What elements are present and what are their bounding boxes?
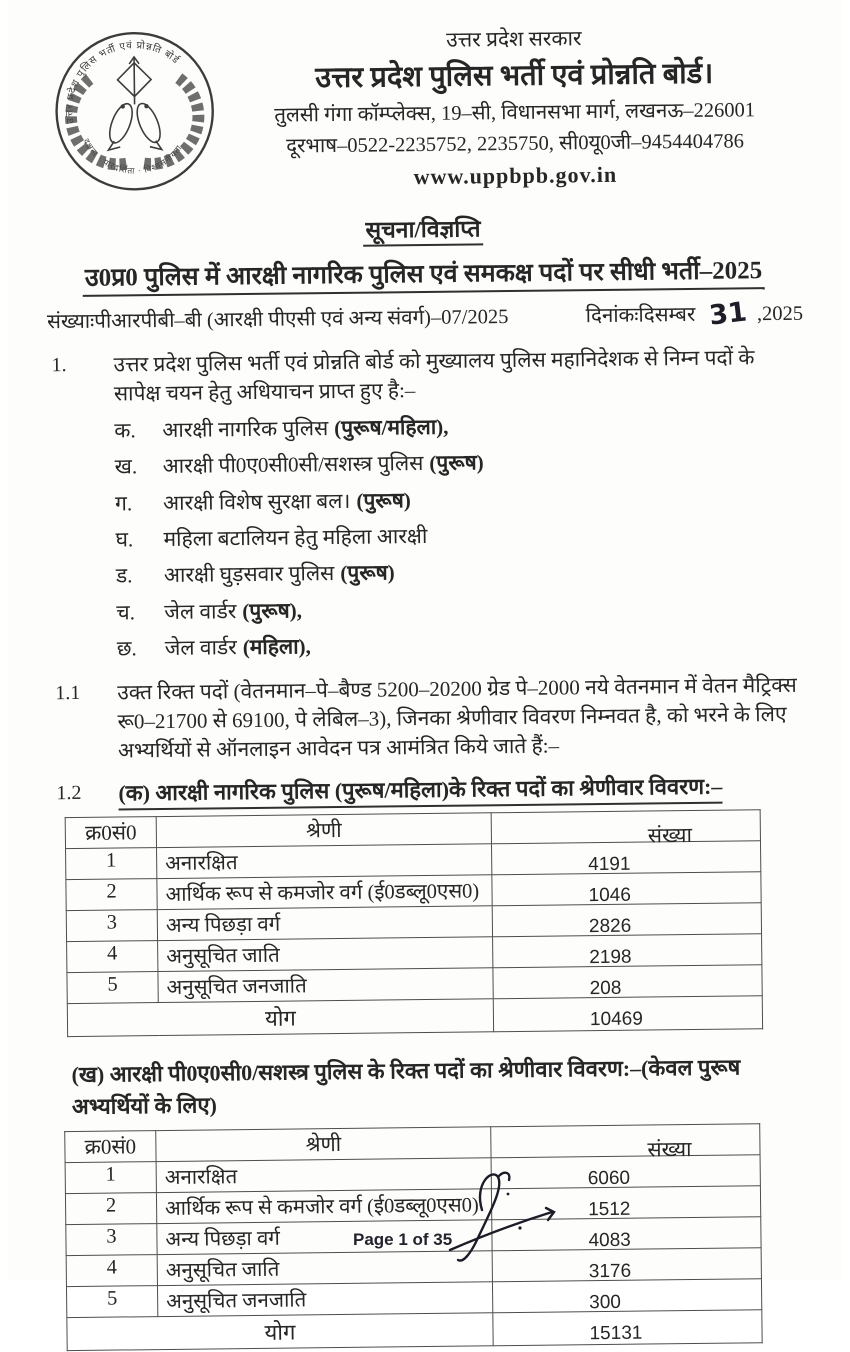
section-1-intro: उत्तर प्रदेश पुलिस भर्ती एवं प्रोन्नति बोर्ड को मुख्यालय पुलिस महानिदेशक से निम्न पदों के सापेक्ष चयन हेतु अधियाचन प्राप्त हुए है:–	[113, 345, 755, 406]
header-category: श्रेणी	[156, 1127, 491, 1162]
section-1-number: 1.	[51, 354, 67, 377]
board-phone: दूरभाष–0522-2235752, 2235750, सी0यू0जी–9454404786	[286, 130, 745, 158]
table-total-row: योग 10469	[67, 996, 762, 1037]
reference-line	[47, 296, 803, 336]
reference-number: संख्याःपीआरपीबी–बी (आरक्षी पीएसी एवं अन्य संवर्ग)–07/2025	[46, 306, 509, 334]
table-header-row	[65, 1124, 760, 1163]
table-row: 1 अनारक्षित 6060	[65, 1155, 760, 1194]
section-1-2	[56, 770, 806, 809]
signature-mark	[436, 1164, 566, 1272]
header-serial: क्र0सं0	[65, 1131, 156, 1163]
board-name: उत्तर प्रदेश पुलिस भर्ती एवं प्रोन्नति बोर्ड।	[315, 58, 714, 95]
table-row: 1 अनारक्षित 4191	[66, 841, 761, 880]
table-total-row: योग 15131	[67, 1310, 762, 1351]
notification-page	[8, 0, 842, 1346]
post-list	[114, 409, 805, 665]
page-number: Page 1 of 35	[353, 1230, 453, 1249]
header-count: संख्या	[647, 823, 693, 848]
list-item: घ. महिला बटालियन हेतु महिला आरक्षी	[115, 523, 428, 552]
table-a-heading: (क) आरक्षी नागरिक पुलिस (पुरूष/महिला)के रिक्त पदों का श्रेणीवार विवरण:–	[118, 773, 722, 810]
section-1	[51, 343, 805, 665]
board-seal-emblem	[50, 26, 220, 196]
table-row: 3 अन्य पिछड़ा वर्ग 4083	[66, 1217, 761, 1256]
list-item: क. आरक्षी नागरिक पुलिस (पुरूष/महिला),	[114, 414, 449, 443]
recruitment-title: उ0प्र0 पुलिस में आरक्षी नागरिक पुलिस एवं समकक्ष पदों पर सीधी भर्ती–2025	[6, 251, 840, 294]
date-block	[585, 296, 804, 332]
board-website: www.uppbpb.gov.in	[413, 162, 618, 190]
header-serial: क्र0सं0	[65, 817, 156, 849]
board-address: तुलसी गंगा कॉम्प्लेक्स, 19–सी, विधानसभा मार्ग, लखनऊ–226001	[274, 99, 756, 127]
seal-text-bottom: दक्षता · पारदर्शिता · विश्वसनीयता	[81, 137, 185, 176]
header-count: संख्या	[647, 1137, 692, 1162]
table-row: 2 आर्थिक रूप से कमजोर वर्ग (ई0डब्लू0एस0) 1046	[66, 872, 761, 911]
table-row: 3 अन्य पिछड़ा वर्ग 2826	[66, 903, 761, 942]
fish-pair-icon	[105, 100, 165, 150]
table-header-row	[65, 810, 760, 849]
letterhead	[3, 0, 839, 207]
handwritten-date-day: 31	[707, 296, 749, 332]
list-item: ड. आरक्षी घुड़सवार पुलिस (पुरूष)	[115, 560, 395, 588]
list-item: ग. आरक्षी विशेष सुरक्षा बल। (पुरूष)	[114, 487, 411, 516]
table-b-heading: (ख) आरक्षी पी0ए0सी0/सशस्त्र पुलिस के रिक्त पदों का श्रेणीवार विवरण:–(केवल पुरूष अभ्यर्थियों के लिए)	[71, 1054, 741, 1120]
date-label: दिनांकःदिसम्बर	[585, 303, 696, 328]
table-row: 2 आर्थिक रूप से कमजोर वर्ग (ई0डब्लू0एस0) 1512	[65, 1186, 760, 1225]
list-item: ख. आरक्षी पी0ए0सी0सी/सशस्त्र पुलिस (पुरूष)	[114, 450, 484, 479]
bow-arrow-icon	[117, 57, 151, 105]
list-item: छ. जेल वार्डर (महिला),	[116, 634, 311, 661]
section-1-1	[55, 670, 806, 767]
notice-type-heading: सूचना/विज्ञप्ति	[6, 207, 840, 248]
government-name: उत्तर प्रदेश सरकार	[446, 26, 582, 52]
table-row: 4 अनुसूचित जाति 3176	[66, 1248, 761, 1287]
table-row: 5 अनुसूचित जनजाति 208	[67, 965, 762, 1004]
table-row: 4 अनुसूचित जाति 2198	[67, 934, 762, 973]
list-item: च. जेल वार्डर (पुरूष),	[116, 598, 303, 625]
svg-text:उत्तर प्रदेश पुलिस भर्ती एवं प	[64, 39, 183, 125]
header-category: श्रेणी	[156, 813, 491, 848]
section-1-1-text: उक्त रिक्त पदों (वेतनमान–पे–बैण्ड 5200–20200 ग्रेड पे–2000 नये वेतनमान में वेतन मैट्रिक्स रू0–21700 से 69100, पे लेबिल–3), जिनका श्रेणीवार विवरण निम्नवत है, को भरने के लिए अभ्यर्थियों से ऑनलाइन आवेदन पत्र आमंत्रित किये जाते हैं:–	[117, 672, 797, 763]
section-1-1-number: 1.1	[55, 681, 81, 704]
section-1-2-number: 1.2	[56, 781, 82, 804]
vacancy-table-civil-police	[65, 810, 763, 1038]
table-row: 5 अनुसूचित जनजाति 300	[66, 1279, 761, 1318]
seal-text-top: उत्तर प्रदेश पुलिस भर्ती एवं प्रोन्नति बोर्ड	[64, 40, 182, 125]
date-year: ,2025	[756, 302, 804, 326]
